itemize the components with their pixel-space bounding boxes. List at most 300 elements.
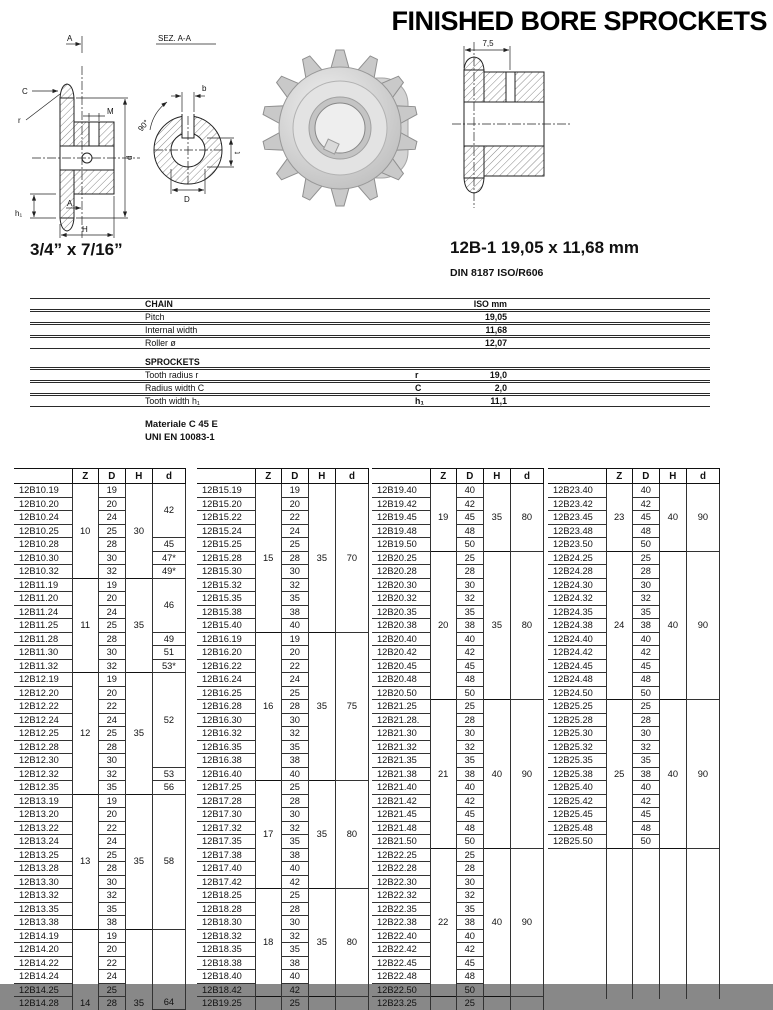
part-table-1	[14, 468, 186, 1010]
chain-size-mm: 12B-1 19,05 x 11,68 mm	[450, 238, 640, 257]
hub-diameter-cell: 90	[510, 848, 543, 997]
bore-diameter-cell: 42	[456, 943, 483, 957]
hub-length-cell: 35	[308, 632, 335, 781]
dim-label-D: D	[184, 195, 190, 204]
bore-diameter-cell: 28	[632, 713, 659, 727]
part-number-cell: 12B20.28	[372, 565, 430, 579]
hub-length-header: H	[659, 469, 686, 484]
part-number-cell: 12B24.45	[548, 659, 606, 673]
hub-length-header: H	[125, 469, 152, 484]
bore-diameter-cell: 30	[98, 875, 125, 889]
part-number-cell: 12B19.50	[372, 538, 430, 552]
sprocket-photo	[252, 26, 436, 230]
part-number-cell: 12B10.28	[14, 538, 72, 552]
hub-length-cell: 35	[308, 889, 335, 997]
table-row	[14, 673, 186, 687]
teeth-count-cell: 11	[72, 578, 98, 673]
teeth-count-header: Z	[606, 469, 632, 484]
part-number-cell: 12B24.50	[548, 686, 606, 700]
table-row	[197, 997, 369, 1010]
bore-diameter-cell: 35	[456, 902, 483, 916]
part-number-cell: 12B16.20	[197, 646, 255, 660]
part-number-cell: 12B20.38	[372, 619, 430, 633]
hub-length-cell: 35	[483, 484, 510, 552]
part-number-cell: 12B21.48	[372, 821, 430, 835]
part-number-cell: 12B14.22	[14, 956, 72, 970]
part-number-cell: 12B19.42	[372, 497, 430, 511]
part-number-cell: 12B11.20	[14, 592, 72, 606]
bore-diameter-cell: 40	[632, 632, 659, 646]
spec-row	[30, 369, 710, 381]
bore-diameter-cell: 30	[281, 808, 308, 822]
part-number-cell: 12B25.35	[548, 754, 606, 768]
bore-diameter-cell: 35	[632, 754, 659, 768]
hub-length-cell: 40	[659, 484, 686, 552]
teeth-count-cell: 13	[72, 794, 98, 929]
bore-diameter-cell: 22	[281, 511, 308, 525]
part-number-cell: 12B16.30	[197, 713, 255, 727]
part-number-header	[548, 469, 606, 484]
part-number-cell: 12B17.30	[197, 808, 255, 822]
sprocket-row-symbol: C	[415, 383, 422, 393]
bore-diameter-cell: 42	[281, 983, 308, 997]
bore-diameter-cell: 19	[98, 673, 125, 687]
hub-diameter-cell: 49*	[152, 565, 185, 579]
bore-diameter-cell: 25	[456, 551, 483, 565]
part-number-cell: 12B19.48	[372, 524, 430, 538]
hub-diameter-cell: 53	[152, 767, 185, 781]
part-number-cell: 12B19.40	[372, 484, 430, 498]
page-title: FINISHED BORE SPROCKETS	[391, 6, 767, 36]
teeth-count-cell: 19	[430, 484, 456, 552]
teeth-count-cell: 17	[255, 781, 281, 889]
bore-diameter-cell: 45	[456, 659, 483, 673]
material-line-1: Materiale C 45 E	[145, 419, 218, 430]
part-number-cell: 12B23.42	[548, 497, 606, 511]
bore-diameter-cell: 35	[632, 605, 659, 619]
bore-diameter-cell: 40	[456, 781, 483, 795]
bore-diameter-cell: 30	[281, 565, 308, 579]
part-number-cell: 12B20.30	[372, 578, 430, 592]
part-number-cell: 12B21.25	[372, 700, 430, 714]
bore-diameter-cell: 30	[98, 754, 125, 768]
part-number-cell: 12B13.35	[14, 902, 72, 916]
spec-row	[30, 298, 710, 310]
teeth-count-cell	[430, 997, 456, 1010]
hub-length-cell: 35	[308, 781, 335, 889]
bore-header: D	[456, 469, 483, 484]
part-number-cell: 12B18.28	[197, 902, 255, 916]
sprocket-row-label: Tooth radius r	[145, 370, 199, 380]
table-row	[372, 997, 544, 1010]
chain-row-value: 12,07	[484, 338, 507, 348]
part-number-cell: 12B15.20	[197, 497, 255, 511]
part-number-cell: 12B23.48	[548, 524, 606, 538]
teeth-count-header: Z	[430, 469, 456, 484]
dim-label-d: d	[125, 155, 134, 160]
chain-row-value: 11,68	[485, 325, 507, 335]
part-number-cell: 12B15.32	[197, 578, 255, 592]
table-row	[14, 929, 186, 943]
hub-length-cell: 40	[659, 551, 686, 700]
part-number-cell: 12B22.50	[372, 983, 430, 997]
part-number-cell: 12B24.30	[548, 578, 606, 592]
hub-diameter-cell: 80	[510, 551, 543, 700]
table-row	[14, 538, 186, 552]
bore-diameter-cell: 45	[456, 808, 483, 822]
part-number-cell: 12B11.32	[14, 659, 72, 673]
chain-row-label: Roller ø	[145, 338, 176, 348]
teeth-count-cell: 23	[606, 484, 632, 552]
spec-row	[30, 395, 710, 407]
part-number-cell: 12B10.32	[14, 565, 72, 579]
bore-diameter-cell: 25	[281, 781, 308, 795]
part-number-cell: 12B13.22	[14, 821, 72, 835]
bore-diameter-cell: 50	[632, 835, 659, 849]
part-number-cell: 12B24.42	[548, 646, 606, 660]
bore-diameter-cell: 32	[456, 592, 483, 606]
teeth-count-cell: 20	[430, 551, 456, 700]
part-number-cell: 12B11.30	[14, 646, 72, 660]
part-number-cell: 12B14.28	[19, 998, 59, 1008]
teeth-count-cell: 14	[72, 929, 98, 1010]
bore-diameter-cell: 25	[281, 538, 308, 552]
part-number-cell: 12B20.35	[372, 605, 430, 619]
material-line-2: UNI EN 10083-1	[145, 432, 215, 443]
table-row	[14, 781, 186, 795]
bore-diameter-cell: 20	[281, 497, 308, 511]
teeth-count-cell: 18	[255, 889, 281, 997]
hub-diameter-header: d	[686, 469, 719, 484]
table-row	[197, 889, 369, 903]
part-number-cell: 12B10.19	[14, 484, 72, 498]
part-number-cell: 12B25.32	[548, 740, 606, 754]
bore-diameter-cell: 30	[456, 875, 483, 889]
bore-diameter-cell: 30	[98, 646, 125, 660]
part-number-cell: 12B15.38	[197, 605, 255, 619]
bore-diameter-cell: 40	[281, 767, 308, 781]
bore-diameter-cell: 45	[632, 659, 659, 673]
bore-diameter-cell: 50	[632, 686, 659, 700]
bore-diameter-cell: 40	[632, 781, 659, 795]
hub-diameter-cell: 46	[152, 578, 185, 632]
part-number-cell: 12B17.32	[197, 821, 255, 835]
part-number-cell: 12B18.35	[197, 943, 255, 957]
hub-diameter-cell: 42	[152, 484, 185, 538]
hub-length-cell: 35	[125, 794, 152, 929]
part-number-cell: 12B11.24	[14, 605, 72, 619]
bore-diameter-cell: 24	[98, 713, 125, 727]
part-number-cell: 12B25.42	[548, 794, 606, 808]
part-number-cell: 12B14.25	[14, 983, 72, 997]
bore-diameter-cell: 50	[456, 983, 483, 997]
bore-diameter-cell: 24	[98, 605, 125, 619]
bore-diameter-cell: 22	[98, 821, 125, 835]
part-number-cell: 12B12.19	[14, 673, 72, 687]
bore-diameter-cell: 38	[456, 916, 483, 930]
part-number-cell: 12B23.50	[548, 538, 606, 552]
part-number-cell: 12B16.38	[197, 754, 255, 768]
empty-cell	[659, 848, 686, 999]
sprocket-row-value: 11,1	[490, 396, 507, 406]
dim-label-m: M	[107, 107, 114, 116]
spec-row	[30, 324, 710, 336]
chain-row-label: Internal width	[145, 325, 198, 335]
bore-diameter-cell: 42	[456, 497, 483, 511]
dim-label-c: C	[22, 87, 28, 96]
bore-diameter-cell: 25	[98, 619, 125, 633]
bore-diameter-cell: 30	[281, 916, 308, 930]
hub-length-cell	[483, 997, 510, 1010]
table-row	[14, 767, 186, 781]
teeth-count-cell: 25	[606, 700, 632, 849]
bore-diameter-cell: 25	[632, 551, 659, 565]
part-number-cell: 12B15.35	[197, 592, 255, 606]
dim-label-b: b	[202, 84, 207, 93]
bore-diameter-cell: 32	[632, 740, 659, 754]
hub-length-cell: 30	[125, 484, 152, 579]
chain-size-inch: 3/4” x 7/16”	[30, 240, 123, 259]
part-number-cell: 12B16.25	[197, 686, 255, 700]
part-number-cell: 12B15.40	[197, 619, 255, 633]
hub-length-cell: 35	[125, 673, 152, 795]
sprocket-row-value: 2,0	[494, 383, 507, 393]
bore-diameter-cell: 20	[281, 646, 308, 660]
side-view-drawing	[448, 36, 574, 216]
bore-diameter-cell: 32	[98, 889, 125, 903]
part-number-cell: 12B14.19	[14, 929, 72, 943]
bore-diameter-cell: 40	[456, 929, 483, 943]
bore-diameter-cell: 24	[98, 511, 125, 525]
bore-diameter-cell: 48	[632, 821, 659, 835]
bore-diameter-cell: 48	[456, 524, 483, 538]
part-number-cell: 12B12.25	[14, 727, 72, 741]
part-number-cell: 12B24.35	[548, 605, 606, 619]
dim-label-r: r	[18, 116, 21, 125]
part-number-cell: 12B21.45	[372, 808, 430, 822]
bore-diameter-cell: 40	[632, 484, 659, 498]
part-number-cell: 12B15.25	[197, 538, 255, 552]
part-number-cell: 12B17.38	[197, 848, 255, 862]
table-row	[197, 781, 369, 795]
part-number-cell: 12B21.28.	[372, 713, 430, 727]
part-number-cell: 12B13.25	[14, 848, 72, 862]
hub-diameter-cell: 56	[152, 781, 185, 795]
bore-diameter-cell: 24	[281, 673, 308, 687]
bore-diameter-cell: 45	[632, 808, 659, 822]
bore-diameter-cell: 30	[98, 551, 125, 565]
part-number-cell: 12B13.30	[14, 875, 72, 889]
hub-diameter-cell: 90	[686, 484, 719, 552]
bore-diameter-cell: 25	[98, 983, 125, 997]
bore-diameter-cell: 30	[456, 727, 483, 741]
bore-diameter-cell: 25	[98, 848, 125, 862]
bore-diameter-cell: 28	[456, 565, 483, 579]
part-number-header	[14, 469, 72, 484]
part-table-3	[372, 468, 544, 1010]
bore-diameter-cell: 40	[281, 970, 308, 984]
part-number-cell: 12B25.48	[548, 821, 606, 835]
part-number-cell: 12B17.42	[197, 875, 255, 889]
bore-diameter-cell: 50	[456, 686, 483, 700]
bore-diameter-cell: 19	[98, 794, 125, 808]
bore-diameter-cell: 24	[98, 835, 125, 849]
bore-diameter-cell: 28	[281, 700, 308, 714]
hub-length-header: H	[308, 469, 335, 484]
chain-title: CHAIN	[145, 299, 173, 309]
part-number-cell: 12B25.30	[548, 727, 606, 741]
part-number-cell: 12B22.45	[372, 956, 430, 970]
hub-diameter-cell: 70	[335, 484, 368, 633]
part-number-cell: 12B17.25	[197, 781, 255, 795]
bore-diameter-cell: 50	[456, 835, 483, 849]
bore-diameter-cell: 45	[456, 956, 483, 970]
bore-diameter-cell: 32	[98, 565, 125, 579]
table-row	[14, 551, 186, 565]
part-number-cell: 12B24.32	[548, 592, 606, 606]
bore-diameter-cell: 28	[281, 794, 308, 808]
part-number-cell: 12B21.30	[372, 727, 430, 741]
part-number-cell: 12B22.38	[372, 916, 430, 930]
teeth-count-header: Z	[72, 469, 98, 484]
sprocket-row-symbol: r	[415, 370, 419, 380]
standards-reference: DIN 8187 ISO/R606	[450, 267, 544, 279]
part-number-cell: 12B25.40	[548, 781, 606, 795]
hub-diameter-header: d	[335, 469, 368, 484]
part-number-cell: 12B16.32	[197, 727, 255, 741]
table-row	[14, 578, 186, 592]
table-row	[548, 484, 720, 498]
bore-diameter-cell: 48	[632, 524, 659, 538]
teeth-count-header: Z	[255, 469, 281, 484]
material-note	[145, 418, 218, 444]
bore-diameter-cell: 22	[98, 956, 125, 970]
bore-diameter-cell: 24	[98, 970, 125, 984]
bore-diameter-cell: 35	[281, 835, 308, 849]
chain-spec-table	[30, 298, 710, 350]
bore-diameter-cell: 25	[632, 700, 659, 714]
part-number-cell: 12B13.20	[14, 808, 72, 822]
hub-diameter-cell: 51	[152, 646, 185, 660]
bore-diameter-cell: 48	[456, 970, 483, 984]
part-number-cell: 12B22.30	[372, 875, 430, 889]
hub-diameter-cell	[335, 997, 368, 1010]
bore-diameter-cell: 28	[98, 538, 125, 552]
dim-label-7-5: 7,5	[482, 39, 494, 48]
part-number-cell: 12B19.25	[202, 998, 242, 1008]
part-number-cell: 12B21.40	[372, 781, 430, 795]
dim-label-angle: 90°	[136, 118, 151, 134]
part-number-cell: 12B22.42	[372, 943, 430, 957]
bore-diameter-cell: 30	[632, 727, 659, 741]
dim-label-h1: h₁	[15, 209, 23, 218]
part-number-cell: 12B24.48	[548, 673, 606, 687]
bore-diameter-cell: 38	[632, 767, 659, 781]
hub-diameter-header: d	[152, 469, 185, 484]
part-number-cell: 12B13.24	[14, 835, 72, 849]
bore-diameter-cell: 25	[98, 524, 125, 538]
bore-diameter-cell: 42	[632, 646, 659, 660]
bore-diameter-cell: 45	[632, 511, 659, 525]
part-number-cell: 12B12.20	[14, 686, 72, 700]
part-number-cell: 12B25.38	[548, 767, 606, 781]
table-row	[548, 551, 720, 565]
bore-diameter-cell: 25	[281, 889, 308, 903]
part-number-cell: 12B21.35	[372, 754, 430, 768]
hub-diameter-cell: 58	[152, 794, 185, 929]
bore-diameter-cell: 28	[98, 632, 125, 646]
bore-diameter-cell: 42	[456, 646, 483, 660]
part-number-cell: 12B12.22	[14, 700, 72, 714]
sprockets-title: SPROCKETS	[145, 357, 200, 367]
bore-diameter-cell: 30	[456, 578, 483, 592]
spec-row	[30, 311, 710, 323]
bore-diameter-cell: 40	[456, 632, 483, 646]
bore-diameter-cell: 19	[98, 484, 125, 498]
part-number-cell: 12B20.40	[372, 632, 430, 646]
part-number-cell: 12B21.50	[372, 835, 430, 849]
part-number-cell: 12B23.40	[548, 484, 606, 498]
bore-diameter-cell: 25	[456, 997, 483, 1010]
part-number-cell: 12B22.25	[372, 848, 430, 862]
spec-row	[30, 337, 710, 349]
part-number-cell: 12B24.25	[548, 551, 606, 565]
hub-diameter-cell: 75	[335, 632, 368, 781]
sprocket-row-label: Tooth width h₁	[145, 396, 200, 406]
bore-diameter-cell: 25	[456, 700, 483, 714]
bore-diameter-cell: 32	[281, 578, 308, 592]
part-number-cell: 12B15.30	[197, 565, 255, 579]
teeth-count-cell: 16	[255, 632, 281, 781]
part-number-cell: 12B18.42	[197, 983, 255, 997]
sprocket-row-symbol: h₁	[415, 396, 425, 406]
part-number-cell: 12B21.38	[372, 767, 430, 781]
bore-diameter-cell: 38	[281, 848, 308, 862]
bore-diameter-cell: 22	[98, 700, 125, 714]
bore-diameter-cell: 35	[456, 754, 483, 768]
hub-diameter-cell: 90	[686, 551, 719, 700]
hub-diameter-cell: 64	[152, 929, 185, 1010]
part-number-cell: 12B25.25	[548, 700, 606, 714]
bore-diameter-cell: 35	[98, 781, 125, 795]
bore-diameter-cell: 42	[281, 875, 308, 889]
bore-diameter-cell: 38	[281, 605, 308, 619]
table-row	[372, 848, 544, 862]
part-number-cell: 12B21.42	[372, 794, 430, 808]
bore-diameter-cell: 35	[281, 592, 308, 606]
dim-label-t: t	[233, 151, 242, 154]
part-number-cell: 12B22.48	[372, 970, 430, 984]
bore-diameter-cell: 28	[281, 902, 308, 916]
teeth-count-cell: 15	[255, 484, 281, 633]
bore-diameter-cell: 20	[98, 686, 125, 700]
bore-diameter-cell: 25	[98, 727, 125, 741]
hub-diameter-cell: 52	[152, 673, 185, 768]
bore-diameter-cell: 22	[281, 659, 308, 673]
part-number-cell: 12B12.24	[14, 713, 72, 727]
bore-diameter-cell: 20	[98, 808, 125, 822]
part-number-cell: 12B17.40	[197, 862, 255, 876]
bore-diameter-cell: 32	[281, 821, 308, 835]
bore-diameter-cell: 50	[632, 538, 659, 552]
front-and-section-drawing	[10, 28, 250, 243]
teeth-count-cell: 21	[430, 700, 456, 849]
hub-length-cell: 40	[483, 848, 510, 997]
bore-diameter-cell: 24	[281, 524, 308, 538]
teeth-count-cell: 22	[430, 848, 456, 997]
bore-diameter-cell: 28	[98, 997, 125, 1010]
bore-diameter-cell: 48	[456, 821, 483, 835]
